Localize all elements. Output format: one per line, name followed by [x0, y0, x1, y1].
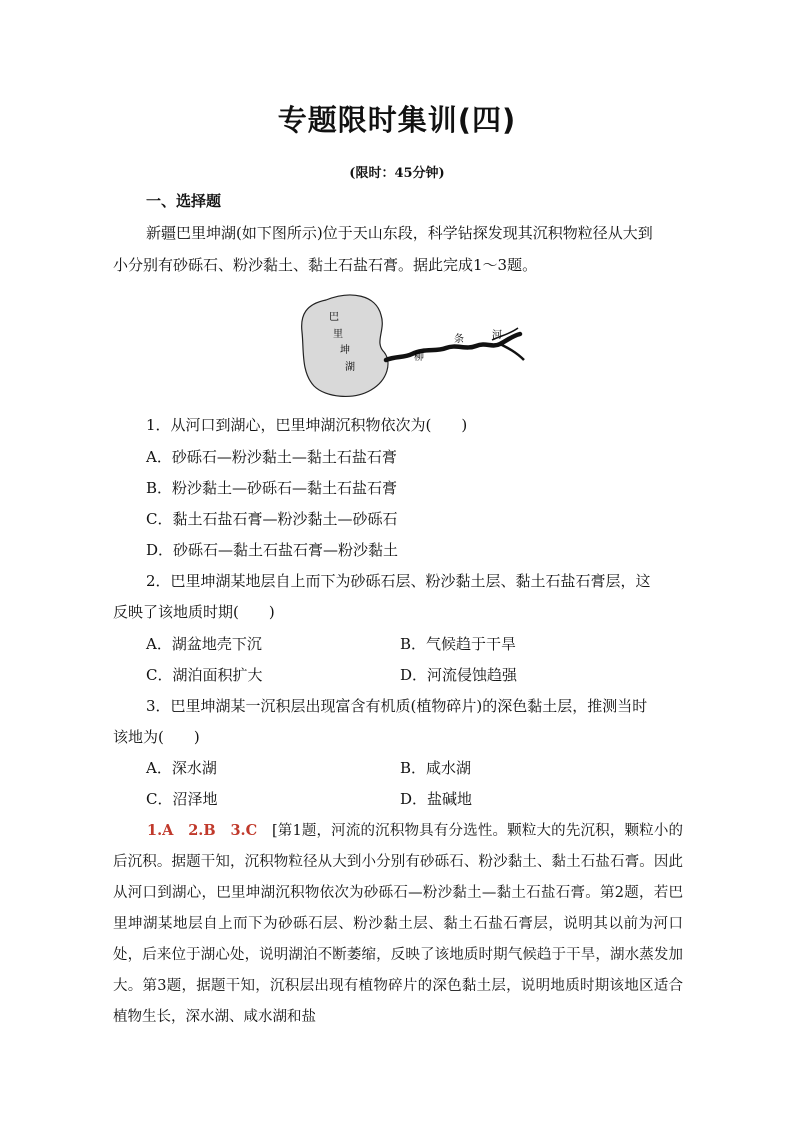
answer-explanation [113, 815, 683, 1033]
river-label-char: 柳 [414, 352, 424, 363]
question-3-stem-line-1: 3．巴里坤湖某一沉积层出现富含有机质(植物碎片)的深色黏土层，推测当时 [146, 697, 648, 715]
question-3-stem-line-2: 该地为( ) [113, 728, 200, 746]
page-title: 专题限时集训(四) [277, 103, 517, 137]
q2-option-d: D．河流侵蚀趋强 [400, 666, 518, 684]
lake-label-char: 巴 [329, 312, 339, 323]
river-branch [500, 344, 524, 360]
intro-line-2: 小分别有砂砾石、粉沙黏土、黏土石盐石膏。据此完成1～3题。 [113, 256, 538, 274]
lake-map-figure [296, 290, 536, 400]
q2-option-c: C．湖泊面积扩大 [146, 666, 263, 684]
river-label-char: 条 [454, 334, 464, 345]
q3-option-c: C．沼泽地 [146, 790, 218, 808]
q1-option-b: B．粉沙黏土—砂砾石—黏土石盐石膏 [146, 479, 398, 497]
answer-keys: 1.A 2.B 3.C [147, 822, 258, 839]
q1-option-d: D．砂砾石—黏土石盐石膏—粉沙黏土 [146, 541, 399, 559]
q2-option-a: A．湖盆地壳下沉 [146, 635, 262, 653]
q1-option-a: A．砂砾石—粉沙黏土—黏土石盐石膏 [146, 448, 397, 466]
lake-label-char: 里 [333, 329, 343, 340]
section-heading: 一、选择题 [146, 192, 222, 210]
q1-option-c: C．黏土石盐石膏—粉沙黏土—砂砾石 [146, 510, 398, 528]
lake-label-char: 湖 [345, 362, 355, 373]
question-2-stem-line-2: 反映了该地质时期( ) [113, 603, 275, 621]
q2-option-b: B．气候趋于干旱 [400, 635, 517, 653]
time-limit-subtitle: (限时：45分钟) [349, 166, 445, 181]
question-2-stem-line-1: 2．巴里坤湖某地层自上而下为砂砾石层、粉沙黏土层、黏土石盐石膏层，这 [146, 572, 651, 590]
river-label-char: 河 [492, 330, 502, 341]
q3-option-b: B．咸水湖 [400, 759, 472, 777]
q3-option-d: D．盐碱地 [400, 790, 473, 808]
question-1-stem: 1．从河口到湖心，巴里坤湖沉积物依次为( ) [146, 416, 468, 434]
lake-label-char: 坤 [340, 345, 350, 356]
answer-text: [第1题，河流的沉积物具有分选性。颗粒大的先沉积，颗粒小的后沉积。据题干知，沉积物粒径从大到小分别有砂砾石、粉沙黏土、黏土石盐石膏。因此从河口到湖心，巴里坤湖沉积物依次为砂砾石—粉沙黏土—黏土石盐石膏。第2题，若巴里坤湖某地层自上而下为砂砾石层、粉沙黏土层、黏土石盐石膏层，说明其以前为河口处，后来位于湖心处，说明湖泊不断萎缩，反映了该地质时期气候趋于干旱，湖水蒸发加大。第3题，据题干知，沉积层出现有植物碎片的深色黏土层，说明地质时期该地区适合植物生长，深水湖、咸水湖和盐 [113, 823, 683, 1025]
q3-option-a: A．深水湖 [146, 759, 217, 777]
intro-line-1: 新疆巴里坤湖(如下图所示)位于天山东段，科学钻探发现其沉积物粒径从大到 [146, 224, 653, 242]
